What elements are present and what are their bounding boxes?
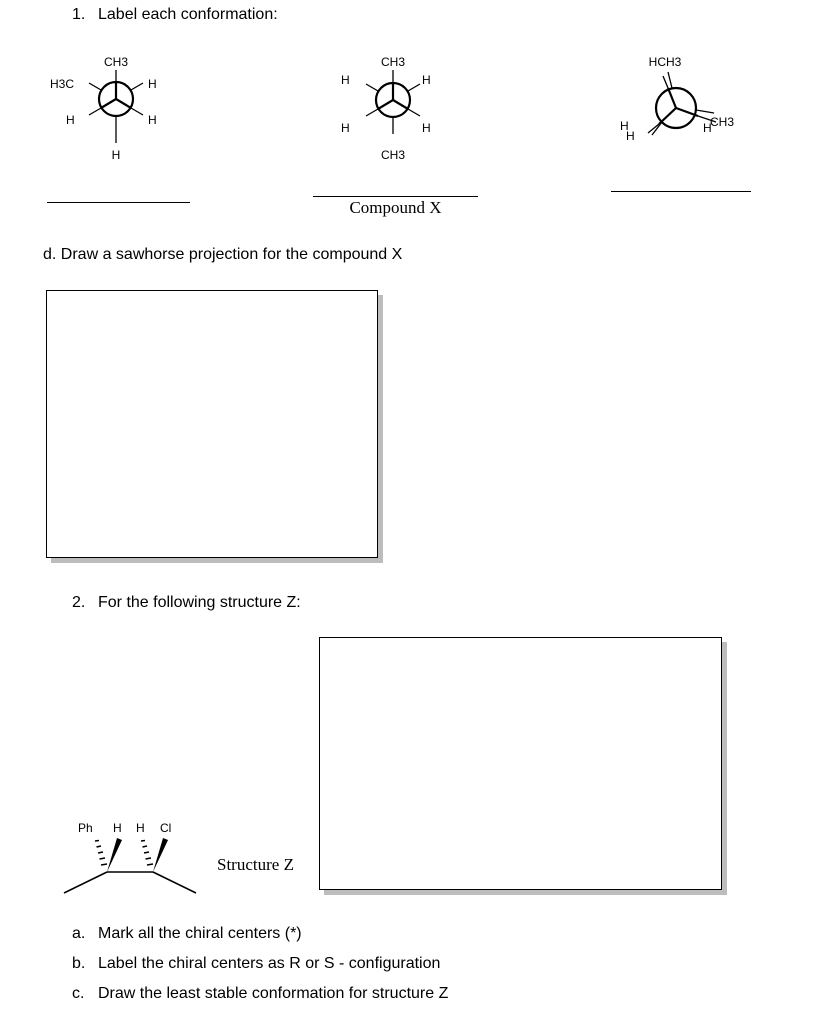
structure-z-cl-label: Cl (160, 821, 172, 835)
newman-2-front-right: H (422, 121, 431, 135)
task-c-letter: c. (72, 985, 85, 1002)
answer-line-1[interactable] (47, 202, 190, 203)
newman-3-right-h: H (703, 121, 712, 135)
newman-3-left-h-1: H (620, 119, 629, 133)
newman-projection-2 (325, 48, 455, 173)
compound-x-caption: Compound X (349, 198, 442, 217)
task-c-text: Draw the least stable conformation for structure Z (98, 985, 449, 1002)
hashed-wedge-left (95, 841, 107, 866)
structure-z-ph-label: Ph (78, 821, 93, 835)
task-a-letter: a. (72, 925, 86, 942)
answer-line-3[interactable] (611, 191, 751, 192)
answer-line-2[interactable] (313, 196, 478, 197)
solid-wedge-left (107, 838, 122, 872)
structure-z-h-label-1: H (113, 821, 122, 835)
newman-1-back-right: H (148, 77, 157, 91)
task-c (72, 985, 448, 1003)
structure-z-h-label-2: H (136, 821, 145, 835)
newman-2-back-right: H (422, 73, 431, 87)
newman-1-back-bottom: H (111, 148, 121, 162)
question-1-number: 1. (72, 6, 86, 23)
newman-1-front-right: H (148, 113, 157, 127)
question-1-prompt: Label each conformation: (98, 6, 278, 23)
newman-3-right-ch3: CH3 (710, 115, 735, 129)
task-b-letter: b. (72, 955, 86, 972)
task-a-text: Mark all the chiral centers (*) (98, 925, 302, 942)
newman-1-front-top: CH3 (103, 55, 129, 69)
newman-1-front-left: H (66, 113, 75, 127)
newman-2-front-left: H (341, 121, 350, 135)
newman-2-back-left: H (341, 73, 350, 87)
task-b (72, 955, 440, 973)
structure-z-drawing (60, 815, 210, 900)
solid-wedge-right (153, 838, 168, 872)
hashed-wedge-right (141, 841, 153, 866)
newman-3-left-h-2: H (626, 129, 635, 143)
question-2-number: 2. (72, 594, 86, 611)
question-1-heading (72, 6, 278, 24)
question-2-prompt: For the following structure Z: (98, 594, 301, 611)
newman-2-back-bottom: CH3 (380, 148, 406, 162)
newman-3-top-label: HCH3 (648, 55, 682, 69)
newman-1-back-left: H3C (50, 77, 75, 91)
newman-projection-3 (612, 48, 762, 158)
task-b-text: Label the chiral centers as R or S - configuration (98, 955, 441, 972)
part-d-prompt: d. Draw a sawhorse projection for the compound X (43, 246, 403, 263)
question-2-heading (72, 594, 301, 612)
structure-z-caption: Structure Z (217, 855, 294, 874)
newman-projection-1 (40, 48, 190, 173)
sawhorse-drawing-box[interactable] (46, 290, 378, 558)
structure-z-drawing-box[interactable] (319, 637, 722, 890)
task-a (72, 925, 302, 943)
newman-2-front-top: CH3 (380, 55, 406, 69)
